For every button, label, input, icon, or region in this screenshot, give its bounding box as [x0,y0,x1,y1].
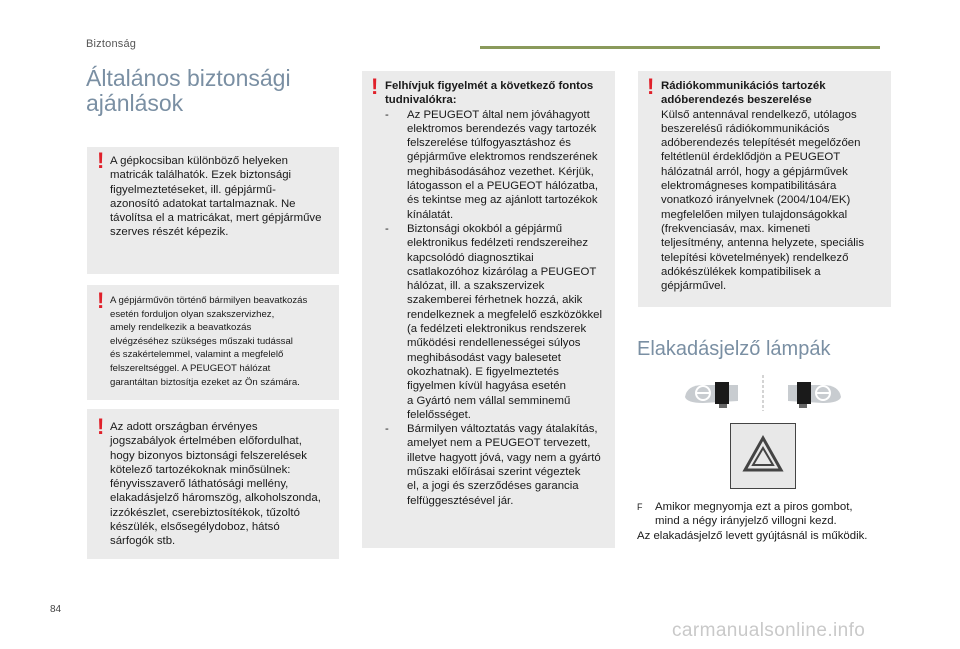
text-line: hálózatnál arról, hogy a gépjárművek [661,165,848,178]
text-line: beszerelésű rádiókommunikációs [661,122,830,135]
warning-icon: ! [97,148,105,173]
text-line: távolítsa el a matricákat, mert gépjárműve [110,212,322,225]
text-line: Biztonsági okokból a gépjármű [407,222,563,235]
text-line: Az PEUGEOT által nem jóváhagyott [407,108,590,121]
text-line: és tekintse meg az ajánlott tartozékok [407,194,598,207]
text-line: esetén forduljon olyan szakszervizhez, [110,308,275,320]
list-item [385,422,613,508]
dashboard-icon [683,373,843,413]
text-line: telepítési követelmények) rendelkező [661,251,849,264]
page-number: 84 [50,604,62,615]
text-line: készülék, elsősegélydoboz, hátsó [110,521,280,534]
text-line: látogasson el a PEUGEOT hálózatba, [407,180,599,193]
text-line: kötelező tartozékoknak minősülnek: [110,463,291,476]
text-line: műszaki előírásai szerint végeztek [407,466,581,479]
warning-icon: ! [647,74,655,99]
text-line: elektromos berendezés vagy tartozék [407,122,597,135]
text-line: (frekvenciasáv, max. kimeneti [661,222,811,235]
text-line: matricák találhatók. Ezek biztonsági [110,169,292,182]
text-line: rendelkeznek a megfelelő eszközökkel [407,308,603,321]
text-line: fényvisszaverő láthatósági mellény, [110,478,289,491]
text-line: gépjárművel. [661,280,727,293]
text-line: adóberendezés beszerelése [661,94,812,107]
text-line: A gépjárművön történő bármilyen beavatkozás [110,295,308,306]
box-heading [385,79,613,108]
text-line: és szakértelemmel, valamint a megfelelő [110,349,284,361]
text-line: Az elakadásjelző levett gyújtásnál is működik. [637,529,868,542]
text-line: kapcsolódó diagnosztikai [407,251,534,264]
text-line: amelyet nem a PEUGEOT tervezett, [407,437,591,450]
text-line: felszereltséggel. A PEUGEOT hálózat [110,362,271,374]
text-line: mind a négy irányjelző villogni kezd. [655,515,837,528]
text-line: sárfogók stb. [110,535,176,548]
text-line: megfelelően milyen tulajdonságokkal [661,208,848,221]
text-line: meghibásodást vagy balesetet [407,351,561,364]
warning-box-equipment-text [110,420,338,549]
text-line: felelősséget. [407,408,471,421]
list-dash: - [385,222,389,235]
list-item [385,108,613,222]
warning-box-labels-text [110,154,338,240]
text-line: elektromágneses kompatibilitására [661,180,837,193]
text-line: (a fedélzeti elektronikus rendszerek [407,323,587,336]
hazard-button-illustration [730,423,796,489]
text-line: hogy bizonyos biztonsági felszerelések [110,449,307,462]
text-line: Bármilyen változtatás vagy átalakítás, [407,423,598,436]
caption-bullet-item [637,500,897,529]
warning-icon: ! [371,74,379,99]
bullet-icon: F [637,502,643,512]
text-line: a Gyártó nem vállal semminemű [407,394,571,407]
text-line: kínálatát. [407,208,454,221]
text-line: garantáltan biztosítja ezeket az Ön számára. [110,376,300,388]
list-dash: - [385,423,389,436]
text-line: feltétlenül érdeklődjön a PEUGEOT [661,151,841,164]
text-line: szerves részét képezik. [110,226,229,239]
text-line: A gépkocsiban különböző helyeken [110,155,288,167]
list-dash: - [385,108,389,121]
dashboard-illustration [683,373,843,413]
page-title-line-2: ajánlások [86,90,184,116]
list-item [385,222,613,422]
hazard-caption [637,500,897,543]
text-line: teljesítmény, antenna helyzete, speciális [661,237,865,250]
text-line: elektronikus fedélzeti rendszereihez [407,237,589,250]
text-line: Felhívjuk figyelmét a következő fontos [385,80,594,92]
warning-icon: ! [97,414,105,439]
hazard-triangle-icon [731,424,795,488]
text-line: Külső antennával rendelkező, utólagos [661,108,857,121]
text-line: Az adott országban érvényes [110,421,258,433]
text-line: figyelmeztetéseket, ill. gépjármű- [110,183,276,196]
text-line: azonosító adatokat tartalmaznak. Ne [110,197,296,210]
text-line: illetve hagyott jóvá, vagy nem a gyártó [407,451,601,464]
page-title-line-1: Általános biztonsági [86,65,291,91]
text-line: gépjárműve elektromos rendszerének [407,151,598,164]
text-line: figyelmen kívül hagyása esetén [407,380,566,393]
text-line: csatlakozóhoz kizárólag a PEUGEOT [407,265,597,278]
text-line: adókészülékek kompatibilisek a [661,265,821,278]
text-line: elakadásjelző háromszög, alkoholszonda, [110,492,321,505]
text-line: izzókészlet, cserebiztosítékok, tűzoltó [110,506,300,519]
text-line: elvégzéséhez szükséges műszaki tudással [110,335,293,347]
text-line: szakemberei férhetnek hozzá, akik [407,294,583,307]
text-line: meghibásodásához vezethet. Kérjük, [407,165,594,178]
text-line: működési rendellenességei súlyos [407,337,581,350]
box-heading [661,79,889,108]
warning-box-electrical-text [385,79,613,508]
text-line: adóberendezés telepítését megelőzően [661,137,861,150]
text-line: Rádiókommunikációs tartozék [661,80,826,92]
text-line: Amikor megnyomja ezt a piros gombot, [655,501,853,513]
text-line: hálózat, ill. a szakszervizek [407,280,545,293]
text-line: amely rendelkezik a beavatkozás [110,322,252,334]
page-title [86,66,346,116]
warning-icon: ! [97,288,105,313]
text-line: el, a jogi és szerződéses garancia [407,480,579,493]
text-line: felszerelése túlfogyasztáshoz és [407,137,571,150]
text-line: tudnivalókra: [385,94,457,107]
text-line: jogszabályok értelmében előfordulhat, [110,435,302,448]
warning-box-service-text [110,294,338,389]
header-section-label: Biztonság [86,38,137,50]
section-title-hazard-lights: Elakadásjelző lámpák [637,338,831,360]
header-accent-bar [480,46,880,49]
watermark: carmanualsonline.info [672,620,866,641]
warning-box-radio-text [661,79,889,293]
text-line: okozhatnak). E figyelmeztetés [407,365,559,378]
text-line: vonatkozó irányelvnek (2004/104/EK) [661,194,851,207]
text-line: felfüggesztésével jár. [407,494,514,507]
